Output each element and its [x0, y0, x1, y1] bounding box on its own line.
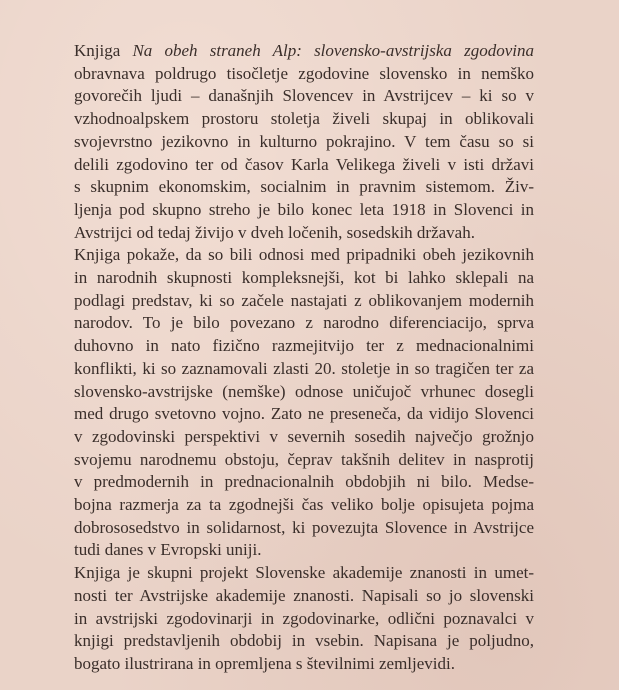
text-line: Knjiga pokaže, da so bili odnosi med pripadniki obeh jezikovnih [74, 245, 534, 265]
book-title: Na obeh straneh Alp: slovensko-avstrijska zgodovina [132, 41, 534, 60]
text-line: tudi danes v Evropski uniji. [74, 540, 262, 560]
text-line-lead: Knjiga [74, 41, 133, 60]
text-line: knjigi predstavljenih obdobij in vsebin. Napisana je poljudno, [74, 631, 534, 651]
text-line: ljenja pod skupno streho je bilo konec leta 1918 in Slovenci in [74, 199, 534, 219]
text-line [74, 40, 534, 63]
text-line: slovensko-avstrijske (nemške) odnose uničujoč vrhunec dosegli [74, 381, 534, 401]
text-line: bogato ilustrirana in opremljena s številnimi zemljevidi. [74, 653, 455, 673]
text-line: nosti ter Avstrijske akademije znanosti. Napisali so jo slovenski [74, 585, 534, 605]
text-line: podlagi predstav, ki so začele nastajati z oblikovanjem modernih [74, 290, 534, 310]
text-line: govorečih ljudi – današnjih Slovencev in Avstrijcev – ki so v [74, 86, 534, 106]
text-line: Avstrijci od tedaj živijo v dveh ločenih, sosedskih državah. [74, 222, 475, 242]
text-line: in avstrijski zgodovinarji in zgodovinarke, odlični poznavalci v [74, 608, 534, 628]
text-line: med drugo svetovno vojno. Zato ne preseneča, da vidijo Slovenci [74, 404, 534, 424]
text-line: narodov. To je bilo povezano z narodno diferenciacijo, sprva [74, 313, 534, 333]
text-line: vzhodnoalpskem prostoru stoletja živeli skupaj in oblikovali [74, 109, 534, 129]
text-line: obravnava poldrugo tisočletje zgodovine slovensko in nemško [74, 63, 534, 83]
text-line: delili zgodovino ter od časov Karla Velikega živeli v isti državi [74, 154, 534, 174]
text-line: in narodnih skupnosti kompleksnejši, kot bi lahko sklepali na [74, 268, 534, 288]
text-line: dobrososedstvo in solidarnost, ki povezujta Slovence in Avstrijce [74, 517, 534, 537]
text-line: svojemu narodnemu obstoju, čeprav takšnih delitev in nasprotij [74, 449, 534, 469]
text-line: s skupnim ekonomskim, socialnim in pravnim sistemom. Živ- [74, 177, 534, 197]
text-line: svojevrstno jezikovno in kulturno pokrajino. V tem času so si [74, 131, 534, 151]
text-line: Knjiga je skupni projekt Slovenske akademije znanosti in umet- [74, 563, 534, 583]
text-line: v zgodovinski perspektivi v severnih sosedih največjo grožnjo [74, 426, 534, 446]
text-line: bojna razmerja za ta zgodnejši čas veliko bolje opisujeta pojma [74, 495, 534, 515]
text-line: konflikti, ki so zaznamovali zlasti 20. stoletje in so tragičen ter za [74, 358, 534, 378]
text-line: v predmodernih in prednacionalnih obdobjih ni bilo. Medse- [74, 472, 534, 492]
text-line: duhovno in nato fizično razmejitvijo ter z mednacionalnimi [74, 336, 534, 356]
blurb-text [74, 40, 534, 676]
